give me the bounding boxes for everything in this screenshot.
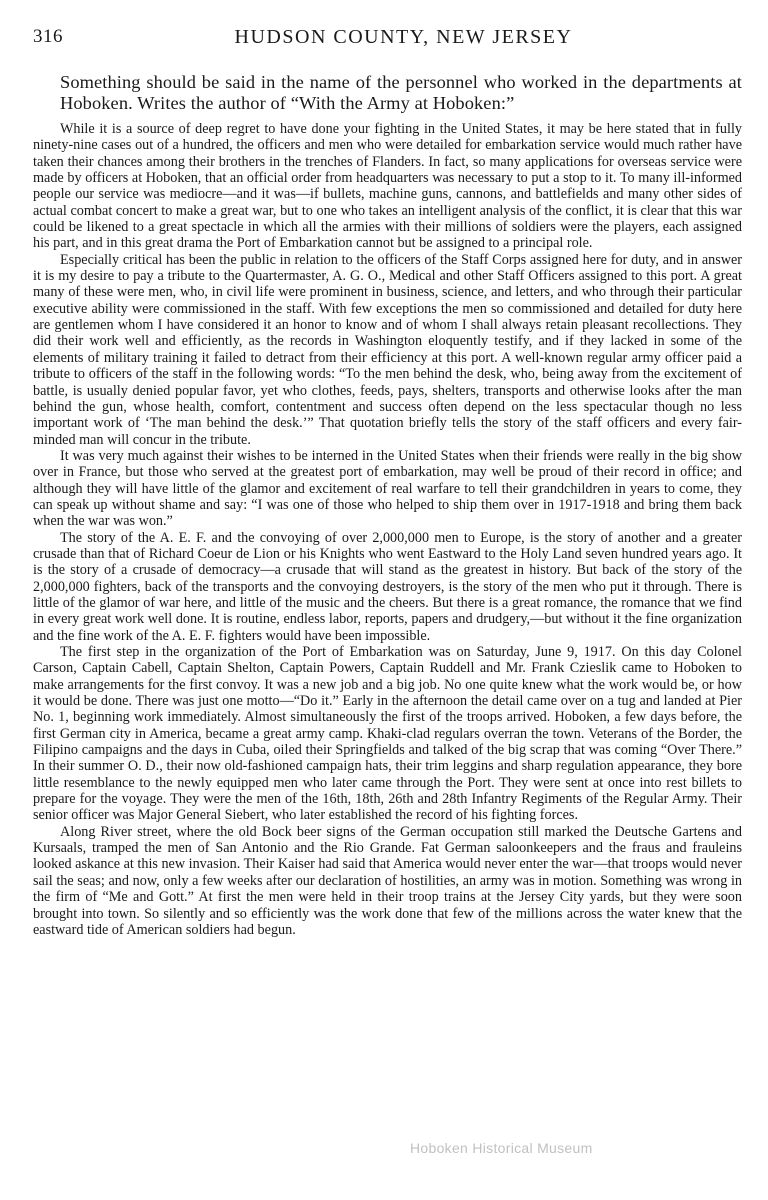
museum-watermark: Hoboken Historical Museum bbox=[410, 1140, 593, 1156]
page-header bbox=[33, 26, 742, 52]
page-number: 316 bbox=[33, 26, 63, 47]
body-paragraph: The first step in the organization of the Port of Embarkation was on Saturday, June 9, 1917. On this day Colonel Carson, Captain Cabell, Captain Shelton, Captain Powers, Captain Ruddell and Mr. Frank Czieslik came to Hoboken to make arrangements for the first convoy. It was a new job and a big job. No one quite knew what the work would be, or how it would be done. There was just one motto—“Do it.” Early in the afternoon the detail came over on a tug and landed at Pier No. 1, beginning work immediately. Almost simultaneously the first of the troops arrived. Hoboken, a few days before, the first German city in America, became a great army camp. Khaki-clad regulars overran the town. Veterans of the Border, the Filipino campaigns and the days in Cuba, oiled their Springfields and talked of the big scrap that was coming “Over There.” In their summer O. D., their now old-fashioned campaign hats, their trim leggins and sharp regulation appearance, they bore little resemblance to the newly equipped men who later came through the Port. They were sent at once into rest billets to prepare for the voyage. They were the men of the 16th, 18th, 26th and 28th Infantry Regiments of the Regular Army. Their senior officer was Major General Siebert, who later established the record of his fighting forces. bbox=[33, 644, 742, 824]
running-head: HUDSON COUNTY, NEW JERSEY bbox=[234, 26, 573, 48]
body-paragraph: It was very much against their wishes to be interned in the United States when their friends were really in the big show over in France, but those who served at the greatest port of embarkation, may well be proud of their record in office; and although they will have little of the glamor and excitement of real warfare to tell their grandchildren in years to come, they can speak up without shame and say: “I was one of those who helped to ship them over in 1917-1918 and bring them back when the war was won.” bbox=[33, 447, 742, 530]
intro-paragraph: Something should be said in the name of the personnel who worked in the departments at Hoboken. Writes the author of “With the Army at Hoboken:” bbox=[60, 72, 742, 113]
body-paragraph: While it is a source of deep regret to have done your fighting in the United States, it may be here stated that in fully ninety-nine cases out of a hundred, the officers and men who were detailed for embarkation service would much rather have taken their chances among their brothers in the trenches of Flanders. In fact, so many applications for overseas service were made by officers at Hoboken, that an official order from headquarters was necessary to put a stop to it. To many ill-informed people our service was mediocre—and it was—if bullets, machine guns, cannons, and battlefields and many other sides of actual combat concert to make a great war, but to one who takes an intelligent analysis of the conflict, it is clear that this war could be likened to a great spectacle in which all the armies with their millions of soldiers were the players, each assigned his part, and in this great drama the Port of Embarkation cannot but be assigned to a principal role. bbox=[33, 121, 742, 252]
body-paragraph: Along River street, where the old Bock beer signs of the German occupation still marked the Deutsche Gartens and Kursaals, tramped the men of San Antonio and the Rio Grande. Fat German saloonkeepers and the fraus and frauleins looked askance at this new invasion. Their Kaiser had said that America would never enter the war—that troops would never sail the seas; and now, only a few weeks after our declaration of hostilities, an army was in motion. Something was wrong in the firm of “Me and Gott.” At first the men were held in their troop trains at the Jersey City yards, but they were soon brought into town. So silently and so efficiently was the work done that few of the millions across the water knew that the eastward tide of American soldiers had begun. bbox=[33, 823, 742, 938]
quoted-text-block bbox=[33, 121, 742, 938]
body-paragraph: Especially critical has been the public in relation to the officers of the Staff Corps assigned here for duty, and in answer it is my desire to pay a tribute to the Quartermaster, A. G. O., Medical and other Staff Officers assigned to this port. A great many of these were men, who, in civil life were prominent in business, science, and letters, and who through their particular executive ability were commissioned in the staff. With few exceptions the men so commissioned and detailed for duty here are gentlemen whom I have considered it an honor to know and of whom I shall always retain pleasant recollections. They did their work well and efficiently, as the records in Washington eloquently testify, and if they lacked in some of the elements of military training it failed to detract from their efficiency at this port. A well-known regular army officer paid a tribute to officers of the staff in the following words: “To the men behind the desk, who, being away from the excitement of battle, is usually denied popular favor, yet who clothes, feeds, pays, shelters, transports and otherwise looks after the man behind the gun, whose health, comfort, contentment and success often depend on the less spectacular though no less important work of ‘The man behind the desk.’” That quotation briefly tells the story of the staff officers and every fair-minded man will concur in the tribute. bbox=[33, 251, 742, 448]
body-paragraph: The story of the A. E. F. and the convoying of over 2,000,000 men to Europe, is the story of another and a greater crusade than that of Richard Coeur de Lion or his Knights who went Eastward to the Holy Land seven hundred years ago. It is the story of a crusade of democracy—a crusade that will stand as the greatest in history. But back of the story of the 2,000,000 fighters, back of the transports and the convoying destroyers, is the story of the men who put it through. There is little of the glamor of war here, and little of the music and the cheers. But there is a great romance, the romance that we find in every great work well done. It is routine, endless labor, reports, papers and drudgery,—but without it the fine organization and the fine work of the A. E. F. fighters would have been impossible. bbox=[33, 529, 742, 644]
